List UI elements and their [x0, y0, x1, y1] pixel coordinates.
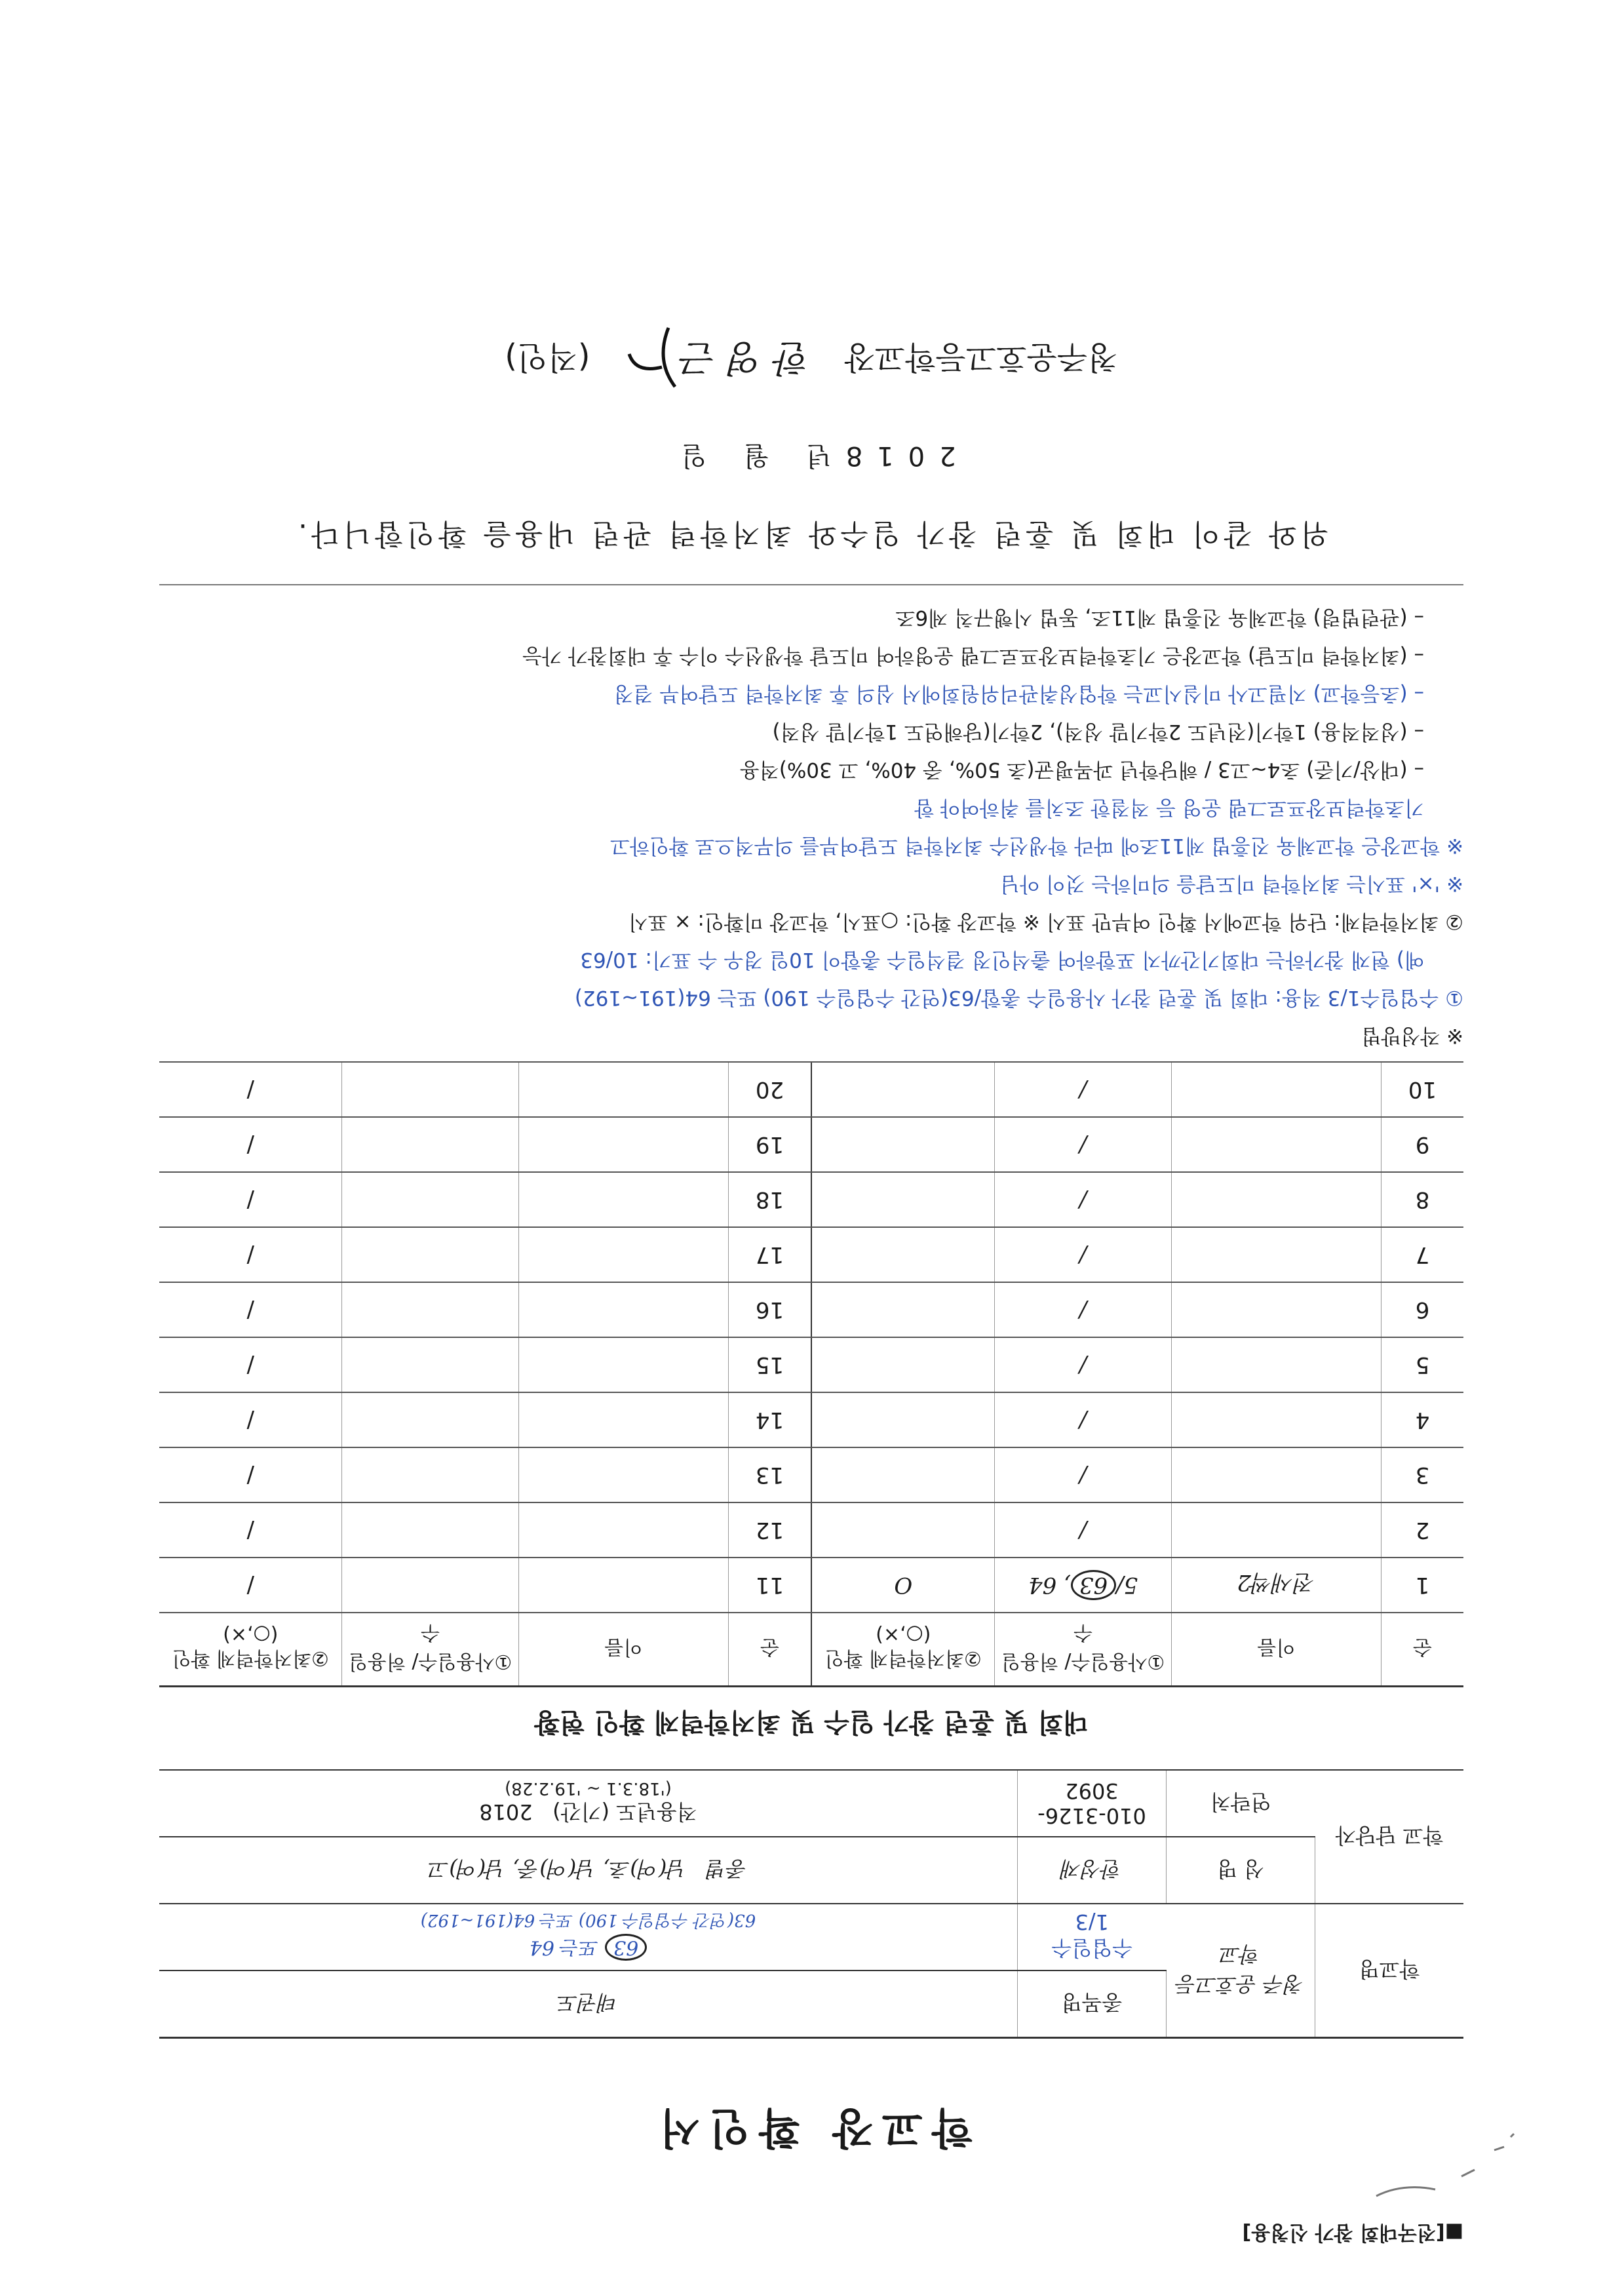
row-name-left [1171, 1062, 1381, 1117]
row-days-left [995, 1558, 1171, 1613]
contact-value: 010-3126-3092 [1018, 1770, 1167, 1837]
row-name-left [1171, 1337, 1381, 1392]
row-no-left: 2 [1382, 1502, 1463, 1558]
row-min-left [811, 1392, 995, 1447]
table-row [159, 1502, 1463, 1558]
days-used: / [1079, 1297, 1087, 1323]
notes-section [159, 598, 1463, 1055]
row-min-left [811, 1282, 995, 1337]
row-days-right [342, 1282, 518, 1337]
class-days-label-text: 수업일수 [1051, 1936, 1133, 1961]
sport-label: 종목명 [1018, 1971, 1167, 2038]
row-no-right: 19 [729, 1117, 811, 1172]
note-2: ② 최저학력제: 단위 학교에서 확인 여부만 표시 ※ 학교장 확인: ○표시, 학교장 미확인: × 표시 [628, 910, 1463, 933]
row-name-right [518, 1447, 728, 1502]
row-name-right [518, 1282, 728, 1337]
class-days-circled: 63 [605, 1934, 647, 1961]
table-row [159, 1227, 1463, 1282]
year-value: 2018 [479, 1799, 533, 1824]
table-row [159, 1282, 1463, 1337]
table-row [159, 1117, 1463, 1172]
table-row [159, 1062, 1463, 1117]
days-used: / [1079, 1407, 1087, 1433]
row-no-left: 4 [1382, 1392, 1463, 1447]
row-min-right: / [159, 1117, 342, 1172]
days-used: 5/ [1116, 1572, 1138, 1598]
date-line: 2018년 월 일 [667, 441, 956, 471]
note-5: – (대상/기준) 초4~고3 / 해당학년 과목평균(초 50%, 중 40%, 고 30%)적용 [739, 758, 1424, 781]
table-row [159, 1558, 1463, 1613]
corner-marks-icon [1363, 2124, 1534, 2216]
table-body [159, 1062, 1463, 1613]
row-days-left [995, 1502, 1171, 1558]
year-label: 적용년도 (기간) [552, 1799, 697, 1824]
row-no-left: 3 [1382, 1447, 1463, 1502]
table-row [159, 1392, 1463, 1447]
row-name-left [1171, 1172, 1381, 1227]
row-no-left: 5 [1382, 1337, 1463, 1392]
row-days-right [342, 1227, 518, 1282]
row-min-right: / [159, 1282, 342, 1337]
header-min-right: ②최저학력제 확인(○,×) [159, 1613, 342, 1687]
row-min-right: / [159, 1062, 342, 1117]
header-name-left: 이름 [1171, 1613, 1381, 1687]
row-no-right: 13 [729, 1447, 811, 1502]
document-tag: ■[전국대회 참가 신청용] [1242, 2221, 1463, 2244]
days-used: / [1079, 1462, 1087, 1488]
row-name-left [1171, 1227, 1381, 1282]
row-no-right: 20 [729, 1062, 811, 1117]
days-used: / [1079, 1352, 1087, 1378]
note-7: – (초등학교) 지필고사 미실시교는 학업성취관리위원회에서 심의 후 최저학력 도달여부 결정 [613, 682, 1424, 705]
row-no-right: 18 [729, 1172, 811, 1227]
row-name-right [518, 1062, 728, 1117]
row-name-right [518, 1337, 728, 1392]
table-row [159, 1447, 1463, 1502]
row-days-right [342, 1392, 518, 1447]
row-days-left [995, 1227, 1171, 1282]
header-days-left: ①사용일수/ 허용일수 [995, 1613, 1171, 1687]
row-name-right [518, 1172, 728, 1227]
row-no-left: 10 [1382, 1062, 1463, 1117]
row-name-right [518, 1117, 728, 1172]
header-min-left: ②최저학력제 확인(○,×) [811, 1613, 995, 1687]
days-used: / [1079, 1242, 1087, 1268]
notes-heading: ※ 작성방법 [1361, 1024, 1463, 1048]
row-min-left [811, 1062, 995, 1117]
signature-stroke-icon [623, 321, 682, 400]
row-days-right [342, 1117, 518, 1172]
row-no-left: 9 [1382, 1117, 1463, 1172]
row-min-right: / [159, 1392, 342, 1447]
row-min-left [811, 1117, 995, 1172]
period-value: ('18.3.1 ~ '19.2.28) [505, 1778, 672, 1798]
row-min-left: O [811, 1558, 995, 1613]
row-min-left [811, 1447, 995, 1502]
days-used: / [1079, 1517, 1087, 1543]
note-4: ※ 학교장은 학교체육 진흥법 제11조에 따라 학생선수 최저학력 도달여부를 의무적으로 확인하고 [610, 834, 1463, 857]
name-value: 한성재 [1018, 1837, 1167, 1904]
row-min-left [811, 1227, 995, 1282]
note-9: – (관련법령) 학교체육 진흥법 제11조, 동법 시행규칙 제6조 [895, 606, 1424, 629]
row-days-right [342, 1172, 518, 1227]
row-days-left [995, 1282, 1171, 1337]
confirmation-text: 위와 같이 대회 및 훈련 참가 일수와 최저학력 관련 내용을 확인합니다. [294, 517, 1328, 551]
days-used: / [1079, 1187, 1087, 1213]
section-title: 대회 및 훈련 참가 일수 및 최저학력제 확인 현황 [534, 1707, 1089, 1737]
note-8: – (최저학력 미도달) 학교장은 기초학력보장프로그램 운영하여 미도달 학생선수 이수 후 대회참가 가능 [522, 644, 1424, 667]
row-days-left [995, 1337, 1171, 1392]
one-third-label: 1/3 [1075, 1910, 1109, 1934]
row-min-left [811, 1502, 995, 1558]
class-days-value [159, 1904, 1018, 1971]
row-days-right [342, 1447, 518, 1502]
manager-label: 학교 담당자 [1315, 1770, 1464, 1904]
school-label: 학교명 [1315, 1904, 1464, 2038]
gender-label: 종별 [706, 1856, 748, 1881]
row-no-right: 12 [729, 1502, 811, 1558]
days-allowed-alt: , 64 [1028, 1572, 1071, 1598]
row-days-left [995, 1117, 1171, 1172]
row-days-right [342, 1502, 518, 1558]
header-no-right: 순 [729, 1613, 811, 1687]
sport-value: 태권도 [159, 1971, 1018, 2038]
row-min-right: / [159, 1502, 342, 1558]
row-no-right: 14 [729, 1392, 811, 1447]
year-cell [159, 1770, 1018, 1837]
gender-value-cell [159, 1837, 1018, 1904]
table-header-row [159, 1613, 1463, 1687]
note-6: – (성적적용) 1학기(전년도 2학기말 성적), 2학기(당해연도 1학기말 성적) [772, 720, 1424, 743]
row-name-right [518, 1392, 728, 1447]
row-min-left [811, 1337, 995, 1392]
row-no-left: 8 [1382, 1172, 1463, 1227]
row-name-left [1171, 1447, 1381, 1502]
row-days-left [995, 1392, 1171, 1447]
row-no-left: 7 [1382, 1227, 1463, 1282]
table-row [159, 1172, 1463, 1227]
row-name-right [518, 1502, 728, 1558]
class-days-value-post: 또는 64 [529, 1936, 599, 1959]
row-days-left [995, 1062, 1171, 1117]
note-1: ① 수업일수1/3 적용: 대회 및 훈련 참가 사용일수 총합/63(연간 수업일수 190) 또는 64(191~192) [574, 986, 1463, 1010]
row-days-left [995, 1172, 1171, 1227]
row-min-right: / [159, 1337, 342, 1392]
row-no-right: 16 [729, 1282, 811, 1337]
signature-row [159, 321, 1463, 400]
note-3: ※ '×' 표시는 최저학력 미도달을 의미하는 것이 아님 [1000, 872, 1463, 895]
days-used: / [1079, 1076, 1087, 1103]
row-days-left [995, 1447, 1171, 1502]
header-days-right: ①사용일수/ 허용일수 [342, 1613, 518, 1687]
row-min-left [811, 1172, 995, 1227]
row-days-right [342, 1337, 518, 1392]
school-value: 청주 운호고등학교 [1167, 1904, 1315, 2038]
one-third-value: 63(연간 수업일수 190) 또는 64(191~192) [420, 1910, 756, 1931]
principal-title: 청주운호고등학교장 [844, 339, 1118, 376]
row-min-right: / [159, 1447, 342, 1502]
note-1b: 예) 현재 참가하는 대회기간까지 포함하여 출석인정 결석일수 총합이 10일 경우 수 표기: 10/63 [580, 948, 1424, 971]
table-row [159, 1337, 1463, 1392]
row-min-right: / [159, 1227, 342, 1282]
row-name-right [518, 1558, 728, 1613]
principal-name: 한 영 근 [682, 336, 812, 379]
document-title: 학교장 확인서 [650, 2103, 973, 2151]
document-body [159, 321, 1463, 2249]
row-min-right: / [159, 1558, 342, 1613]
days-used: / [1079, 1131, 1087, 1158]
row-name-left [1171, 1502, 1381, 1558]
row-days-right [342, 1062, 518, 1117]
contact-label: 연락처 [1167, 1770, 1315, 1837]
principal-signature [623, 321, 812, 400]
row-no-right: 17 [729, 1227, 811, 1282]
row-name-right [518, 1227, 728, 1282]
row-name-left [1171, 1282, 1381, 1337]
class-days-label [1018, 1904, 1167, 1971]
name-label: 성 명 [1167, 1837, 1315, 1904]
row-no-right: 11 [729, 1558, 811, 1613]
row-days-right [342, 1558, 518, 1613]
info-table [159, 1769, 1463, 2039]
divider [159, 584, 1463, 585]
row-min-right: / [159, 1172, 342, 1227]
note-4b: 기초학력보장프로그램 운영 등 적절한 조치를 취하여야 함 [914, 796, 1424, 819]
row-no-left: 1 [1382, 1558, 1463, 1613]
row-name-left: 전새싹2 [1171, 1558, 1381, 1613]
header-name-right: 이름 [518, 1613, 728, 1687]
row-name-left [1171, 1117, 1381, 1172]
gender-value: 남(여)초, 남(여)중, 남(여)고 [429, 1856, 687, 1881]
days-allowed-circled: 63 [1071, 1570, 1116, 1600]
row-no-left: 6 [1382, 1282, 1463, 1337]
row-no-right: 15 [729, 1337, 811, 1392]
row-name-left [1171, 1392, 1381, 1447]
header-no-left: 순 [1382, 1613, 1463, 1687]
seal-label: (직인) [505, 339, 590, 376]
participation-table [159, 1061, 1463, 1687]
